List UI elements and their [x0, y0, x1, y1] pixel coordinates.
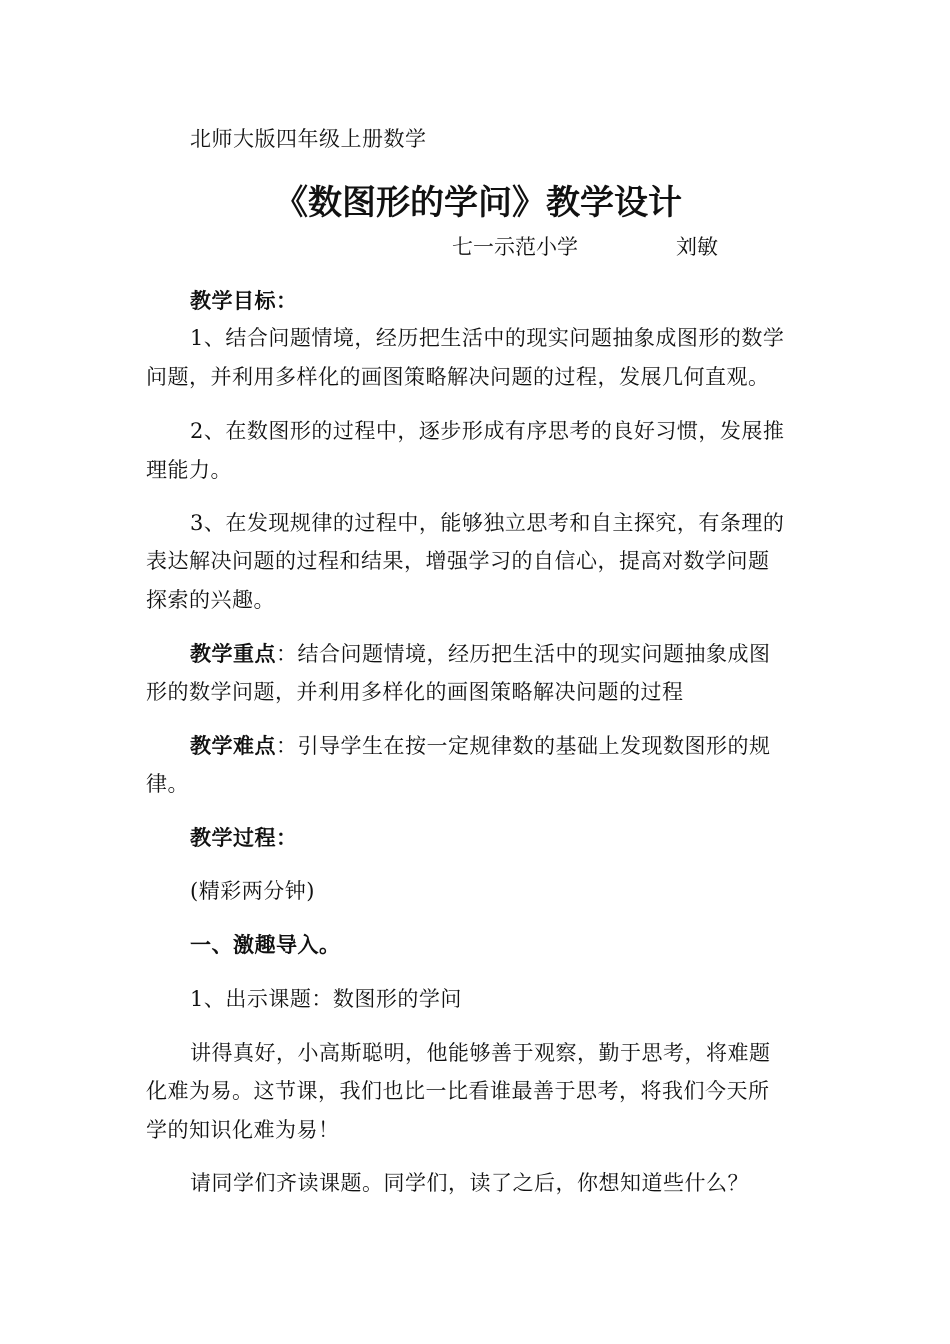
document-title: 《数图形的学问》教学设计: [274, 183, 682, 223]
objective-3-line-3: 探索的兴趣。: [146, 588, 275, 612]
subject-line: 北师大版四年级上册数学: [190, 127, 427, 151]
difficulty-line-2: 律。: [146, 772, 189, 796]
paragraph-1-line-2: 化难为易。这节课，我们也比一比看谁最善于思考，将我们今天所: [146, 1079, 770, 1103]
objective-2-line-1: 2、在数图形的过程中，逐步形成有序思考的良好习惯，发展推: [190, 419, 785, 443]
section-1-heading: 一、激趣导入。: [190, 933, 341, 957]
difficulty-line-1: [190, 733, 771, 759]
process-heading: 教学过程：: [190, 826, 298, 850]
author-name: 刘敏: [676, 235, 718, 259]
objective-1-line-1: 1、结合问题情境，经历把生活中的现实问题抽象成图形的数学: [190, 326, 785, 350]
key-point-line-1: [190, 641, 771, 667]
objectives-heading: 教学目标：: [190, 289, 298, 313]
key-point-line-2: 形的数学问题，并利用多样化的画图策略解决问题的过程: [146, 680, 684, 704]
difficulty-text: ：引导学生在按一定规律数的基础上发现数图形的规: [276, 734, 771, 758]
key-point-label: 教学重点: [190, 642, 276, 666]
objective-3-line-2: 表达解决问题的过程和结果，增强学习的自信心，提高对数学问题: [146, 549, 770, 573]
key-point-text: ：结合问题情境，经历把生活中的现实问题抽象成图: [276, 642, 771, 666]
paragraph-1-line-1: 讲得真好，小高斯聪明，他能够善于观察，勤于思考，将难题: [190, 1041, 771, 1065]
step-1: 1、出示课题：数图形的学问: [190, 987, 462, 1011]
author-school: 七一示范小学: [452, 235, 578, 259]
objective-1-line-2: 问题，并利用多样化的画图策略解决问题的过程，发展几何直观。: [146, 365, 770, 389]
process-note: (精彩两分钟): [190, 879, 315, 903]
paragraph-2: 请同学们齐读课题。同学们，读了之后，你想知道些什么？: [190, 1171, 749, 1195]
objective-2-line-2: 理能力。: [146, 458, 232, 482]
paragraph-1-line-3: 学的知识化难为易！: [146, 1118, 340, 1142]
difficulty-label: 教学难点: [190, 734, 276, 758]
objective-3-line-1: 3、在发现规律的过程中，能够独立思考和自主探究，有条理的: [190, 511, 785, 535]
